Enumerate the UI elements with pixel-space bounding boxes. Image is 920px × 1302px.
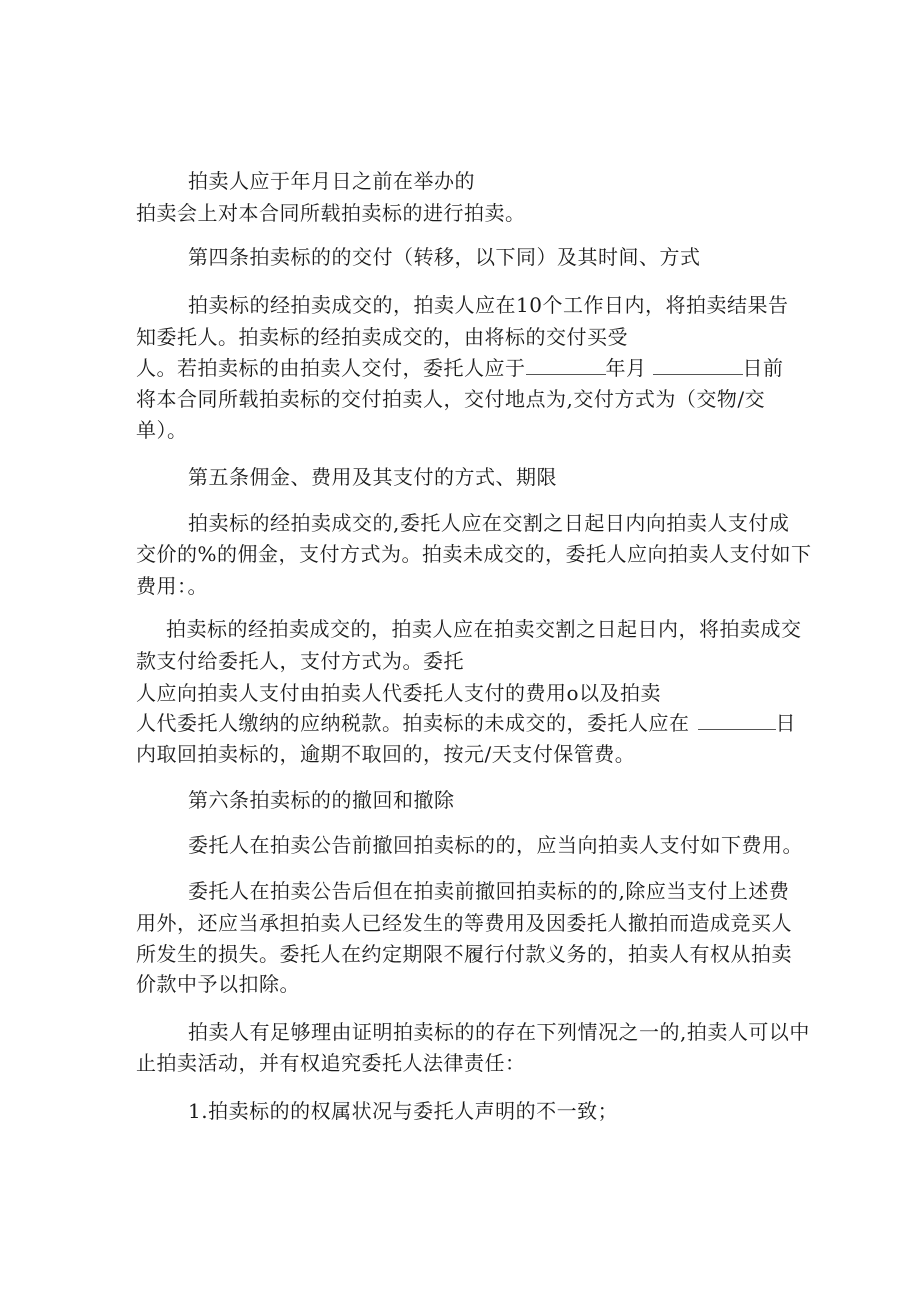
text-line: 拍卖会上对本合同所载拍卖标的进行拍卖。 [136,201,526,225]
text-line: 拍卖人应于年月日之前在举办的 [188,169,475,193]
text-line: 将本合同所载拍卖标的交付拍卖人，交付地点为,交付方式为（交物/交 [136,387,766,411]
text-line: 所发生的损失。委托人在约定期限不履行付款义务的，拍卖人有权从拍卖 [136,942,792,966]
text-line: 单）。 [136,418,188,442]
text-line: 人应向拍卖人支付由拍卖人代委托人支付的费用ο以及拍卖 [136,681,662,705]
fill-blank [526,356,606,375]
section-heading: 第六条拍卖标的的撤回和撤除 [188,788,455,812]
text-line [136,710,796,736]
text-line: 费用：。 [136,574,208,598]
text-line: 价款中予以扣除。 [136,972,300,996]
text-line: 内取回拍卖标的，逾期不取回的，按元/天支付保管费。 [136,742,636,766]
list-item: 1.拍卖标的的权属状况与委托人声明的不一致； [188,1099,619,1123]
text-line: 拍卖人有足够理由证明拍卖标的的存在下列情况之一的,拍卖人可以中 [188,1020,810,1044]
text-line: 拍卖标的经拍卖成交的，拍卖人应在10个工作日内，将拍卖结果告 [188,293,789,317]
text-line: 拍卖标的经拍卖成交的，拍卖人应在拍卖交割之日起日内，将拍卖成交 [166,617,802,641]
text-line: 用外，还应当承担拍卖人已经发生的等费用及因委托人撤拍而造成竞买人 [136,911,792,935]
text-line: 知委托人。拍卖标的经拍卖成交的，由将标的交付买受 [136,325,628,349]
section-heading: 第四条拍卖标的的交付（转移，以下同）及其时间、方式 [188,245,701,269]
text-segment: 日前 [742,356,784,380]
fill-blank [653,356,743,375]
text-segment: 人。若拍卖标的由拍卖人交付，委托人应于 [136,356,526,380]
text-line: 交价的%的佣金，支付方式为。拍卖未成交的，委托人应向拍卖人支付如下 [136,542,812,566]
text-segment: 日 [775,711,796,735]
section-heading: 第五条佣金、费用及其支付的方式、期限 [188,465,557,489]
text-line: 款支付给委托人，支付方式为。委托 [136,649,464,673]
text-segment: 人代委托人缴纳的应纳税款。拍卖标的未成交的，委托人应在 [136,711,690,735]
text-line [136,355,784,381]
text-line: 拍卖标的经拍卖成交的,委托人应在交割之日起日内向拍卖人支付成 [188,511,790,535]
text-line: 委托人在拍卖公告后但在拍卖前撤回拍卖标的的,除应当支付上述费 [188,879,790,903]
fill-blank [698,711,776,730]
text-line: 止拍卖活动，并有权追究委托人法律责任： [136,1051,526,1075]
text-segment: 年月 [605,356,647,380]
text-line: 委托人在拍卖公告前撤回拍卖标的的，应当向拍卖人支付如下费用。 [188,833,803,857]
